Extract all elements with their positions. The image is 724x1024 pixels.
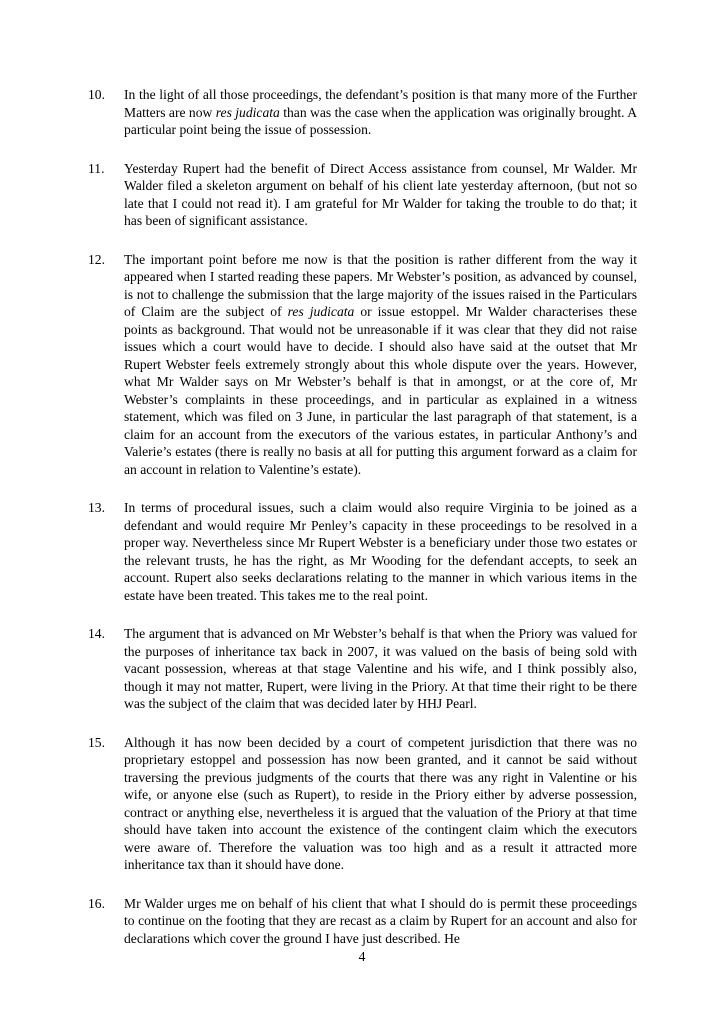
text-run: In terms of procedural issues, such a claim would also require Virginia to be joined as a defendant and would require Mr Penley’s capacity in these proceedings to be resolved in a proper way. Nevertheless since Mr Rupert Webster is a beneficiary under those two estates or the relevant trusts, he has the right, as Mr Wooding for the defendant accepts, to seek an account. Rupert also seeks declarations relating to the manner in which various items in the estate have been treated. This takes me to the real point. bbox=[124, 500, 637, 603]
text-run: Yesterday Rupert had the benefit of Direct Access assistance from counsel, Mr Walder. Mr Walder filed a skeleton argument on behalf of his client late yesterday afternoon, (but not so late that I could not read it). I am grateful for Mr Walder for taking the trouble to do that; it has been of significant assistance. bbox=[124, 160, 637, 228]
paragraph-15 bbox=[88, 734, 637, 874]
text-run: than was the case when the application was originally brought. A particular point being the issue of possession. bbox=[124, 104, 638, 137]
text-run: The important point before me now is that the position is rather different from the way it appeared when I started reading these papers. Mr Webster’s position, as advanced by counsel, is not to challenge the submission that the large majority of the issues raised in the Particulars of Claim are the subject of bbox=[124, 251, 637, 319]
page-number: 4 bbox=[358, 949, 366, 964]
text-run: or issue estoppel. Mr Walder characterises these points as background. That would not be unreasonable if it was clear that they did not raise issues which a court would have to decide. I should also have said at the outset that Mr Rupert Webster feels extremely strongly about this whole dispute over the years. However, what Mr Walder says on Mr Webster’s behalf is that in amongst, or at the core of, Mr Webster’s complaints in these proceedings, and in particular as explained in a witness statement, which was filed on 3 June, in particular the last paragraph of that statement, is a claim for an account from the executors of the various estates, in particular Anthony’s and Valerie’s estates (there is really no basis at all for putting this argument forward as a claim for an account in relation to Valentine’s estate). bbox=[124, 304, 637, 477]
paragraph-number: 13. bbox=[88, 500, 105, 515]
paragraph-text bbox=[124, 734, 637, 874]
paragraph-16 bbox=[88, 895, 637, 948]
paragraph-number: 16. bbox=[88, 895, 105, 911]
text-run: The argument that is advanced on Mr Webster’s behalf is that when the Priory was valued for the purposes of inheritance tax back in 2007, it was valued on the basis of being sold with vacant possession, whereas at that stage Valentine and his wife, and I think possibly also, though it may not matter, Rupert, were living in the Priory. At that time their right to be there was the subject of the claim that was decided later by HHJ Pearl. bbox=[124, 626, 637, 711]
paragraph-10 bbox=[88, 86, 637, 139]
paragraph-13 bbox=[88, 499, 637, 604]
text-run: In the light of all those proceedings, the defendant’s position is that many more of the Further Matters are now bbox=[124, 87, 637, 120]
paragraph-text bbox=[124, 625, 637, 713]
paragraph-text bbox=[124, 499, 637, 604]
judgment-paragraphs bbox=[88, 86, 637, 968]
paragraph-number: 12. bbox=[88, 251, 105, 267]
paragraph-text bbox=[124, 895, 637, 948]
text-run: Mr Walder urges me on behalf of his client that what I should do is permit these proceedings to continue on the footing that they are recast as a claim by Rupert for an account and also for declarations which cover the ground I have just described. He bbox=[124, 895, 637, 946]
paragraph-number: 11. bbox=[88, 160, 105, 176]
text-run: Although it has now been decided by a court of competent jurisdiction that there was no proprietary estoppel and possession has now been granted, and it cannot be said without traversing the previous judgments of the courts that there was any right in Valentine or his wife, or anyone else (such as Rupert), to reside in the Priory either by adverse possession, contract or anything else, nevertheless it is argued that the valuation of the Priory at that time should have taken into account the existence of the contingent claim which the executors were aware of. Therefore the valuation was too high and as a result it attracted more inheritance tax than it should have done. bbox=[124, 734, 637, 872]
paragraph-14 bbox=[88, 625, 637, 713]
paragraph-12 bbox=[88, 251, 637, 479]
paragraph-text bbox=[124, 251, 637, 479]
paragraph-number: 10. bbox=[88, 87, 105, 102]
paragraph-number: 15. bbox=[88, 734, 105, 750]
paragraph-text bbox=[124, 86, 637, 139]
italic-text-run: res judicata bbox=[287, 304, 355, 319]
paragraph-text bbox=[124, 160, 637, 230]
italic-text-run: res judicata bbox=[215, 104, 280, 120]
paragraph-number: 14. bbox=[88, 626, 105, 641]
paragraph-11 bbox=[88, 160, 637, 230]
